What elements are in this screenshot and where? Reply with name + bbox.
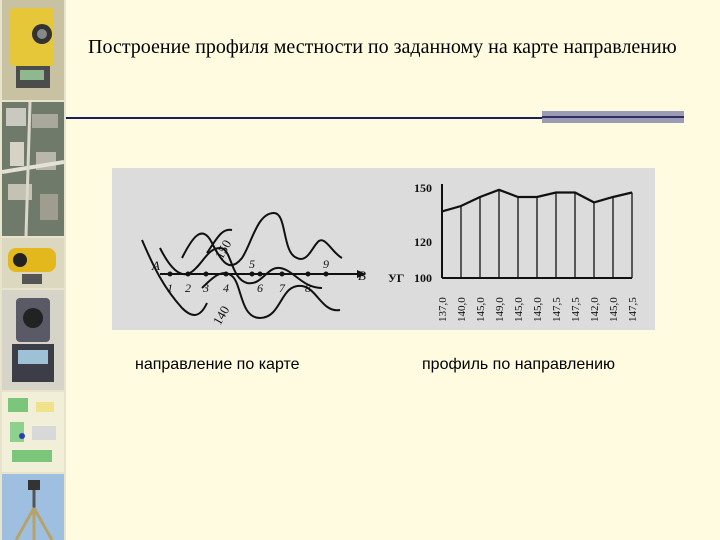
profile-y-tick: 150 (414, 181, 432, 195)
map-point (168, 272, 173, 277)
map-point (186, 272, 191, 277)
caption-profile: профиль по направлению (422, 356, 616, 373)
profile-elevation-label: 145,0 (532, 297, 544, 322)
slide-title: Построение профиля местности по заданному на карте направлению (88, 36, 677, 58)
profile-elevation-label: 145,0 (513, 297, 525, 322)
contour-map (142, 213, 342, 318)
electronic-tacheometer-image (2, 290, 64, 390)
gps-tripod-image (2, 474, 64, 540)
map-point-label: 6 (257, 281, 263, 295)
map-point-label: 2 (185, 281, 191, 295)
map-point (258, 272, 263, 277)
profile-figure (112, 168, 655, 330)
map-point-label: 3 (203, 281, 209, 295)
title-underline-accent-line (542, 116, 684, 118)
contour-label-140: 140 (209, 303, 233, 328)
profile-y-tick: 100 (414, 271, 432, 285)
map-point (224, 272, 229, 277)
profile-elevation-label: 142,0 (589, 297, 601, 322)
profile-elevation-label: 145,0 (608, 297, 620, 322)
contour-line (142, 240, 207, 315)
total-station-image (2, 0, 64, 100)
profile-elevation-label: 147,5 (551, 297, 563, 322)
aerial-photo-image (2, 102, 64, 236)
caption-map-direction: направление по карте (135, 356, 300, 373)
profile-elevation-label: 145,0 (475, 297, 487, 322)
profile-y-tick: 120 (414, 235, 432, 249)
map-point (306, 272, 311, 277)
site-plan-image (2, 392, 64, 472)
profile-elevation-label: 137,0 (437, 297, 449, 322)
profile-elevation-label: 149,0 (494, 297, 506, 322)
contour-label-150: 150 (211, 237, 235, 262)
sidebar-images (0, 0, 66, 540)
start-label: A (152, 258, 160, 273)
map-point-label: 7 (279, 281, 285, 295)
map-point-label: 4 (223, 281, 229, 295)
end-label: B (358, 268, 366, 283)
level-instrument-image (2, 238, 64, 288)
profile-elevation-label: 140,0 (456, 297, 468, 322)
map-point-label: 5 (249, 257, 255, 271)
map-point (204, 272, 209, 277)
map-point-label: 8 (305, 281, 311, 295)
title-underline (66, 117, 542, 119)
map-point-label: 1 (167, 281, 173, 295)
profile-axis-label: УГ (388, 271, 405, 285)
map-point (280, 272, 285, 277)
map-point (324, 272, 329, 277)
map-points (167, 257, 329, 295)
map-point-label: 9 (323, 257, 329, 271)
profile-elevation-label: 147,5 (570, 297, 582, 322)
map-point (250, 272, 255, 277)
elevation-profile (414, 181, 639, 322)
profile-elevation-label: 147,5 (627, 297, 639, 322)
